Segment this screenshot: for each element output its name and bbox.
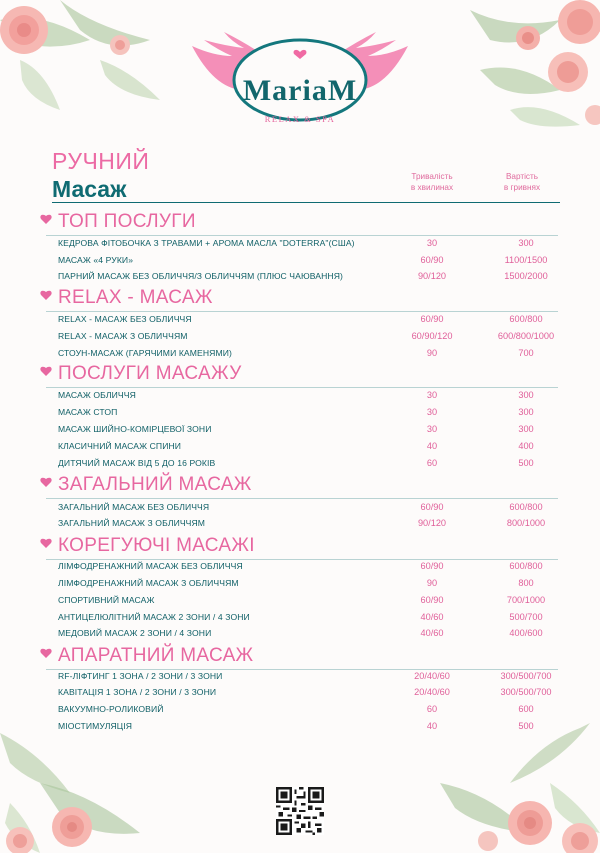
service-name: КЕДРОВА ФІТОБОЧКА З ТРАВАМИ + АРОМА МАСЛА "DOTERRA"(США) bbox=[58, 238, 355, 248]
price-header-line2: в гривнях bbox=[503, 183, 541, 192]
service-row bbox=[0, 499, 600, 516]
heart-icon bbox=[40, 538, 52, 549]
service-price: 1500/2000 bbox=[504, 271, 548, 281]
service-duration: 20/40/60 bbox=[414, 687, 450, 697]
service-name: МАСАЖ ОБЛИЧЧЯ bbox=[58, 390, 136, 400]
service-duration: 90 bbox=[426, 578, 438, 588]
section-title: ПОСЛУГИ МАСАЖУ bbox=[58, 363, 242, 384]
qr-code-icon bbox=[276, 787, 324, 835]
service-row bbox=[0, 311, 600, 328]
service-row bbox=[0, 328, 600, 345]
service-name: МАСАЖ ШИЙНО-КОМІРЦЕВОЇ ЗОНИ bbox=[58, 424, 212, 434]
service-duration: 30 bbox=[426, 407, 438, 417]
service-duration: 90 bbox=[426, 348, 438, 358]
service-price: 1100/1500 bbox=[504, 255, 548, 265]
service-duration: 60 bbox=[426, 458, 438, 468]
service-row bbox=[0, 718, 600, 735]
service-name: ЛІМФОДРЕНАЖНИЙ МАСАЖ БЕЗ ОБЛИЧЧЯ bbox=[58, 561, 243, 571]
section-heading bbox=[40, 535, 255, 557]
heart-icon bbox=[40, 477, 52, 488]
service-name: ЛІМФОДРЕНАЖНИЙ МАСАЖ З ОБЛИЧЧЯМ bbox=[58, 578, 239, 588]
section-heading bbox=[40, 363, 242, 385]
service-price: 600/800/1000 bbox=[497, 331, 555, 341]
service-row bbox=[0, 684, 600, 701]
section-title: ЗАГАЛЬНИЙ МАСАЖ bbox=[58, 474, 252, 495]
service-row bbox=[0, 404, 600, 421]
service-name: ДИТЯЧИЙ МАСАЖ ВІД 5 ДО 16 РОКІВ bbox=[58, 458, 216, 468]
service-duration: 40 bbox=[426, 721, 438, 731]
service-duration: 60/90 bbox=[420, 255, 444, 265]
service-price: 600/800 bbox=[509, 561, 543, 571]
service-name: КЛАСИЧНИЙ МАСАЖ СПИНИ bbox=[58, 441, 182, 451]
service-duration: 60/90 bbox=[420, 595, 444, 605]
service-row bbox=[0, 252, 600, 269]
section-title: ТОП ПОСЛУГИ bbox=[58, 211, 196, 232]
section-heading bbox=[40, 645, 253, 667]
price-column-header bbox=[472, 171, 572, 193]
service-price: 800/1000 bbox=[506, 518, 546, 528]
floral-decoration-top-right bbox=[450, 0, 600, 130]
service-name: RELAX - МАСАЖ З ОБЛИЧЧЯМ bbox=[58, 331, 188, 341]
service-row bbox=[0, 387, 600, 404]
service-name: МАСАЖ «4 РУКИ» bbox=[58, 255, 134, 265]
page-title-line1: РУЧНИЙ bbox=[52, 148, 150, 174]
service-price: 300/500/700 bbox=[500, 687, 552, 697]
service-duration: 60/90 bbox=[420, 561, 444, 571]
service-duration: 90/120 bbox=[417, 271, 447, 281]
service-price: 300 bbox=[518, 238, 534, 248]
service-duration: 60/90/120 bbox=[411, 331, 453, 341]
service-name: СПОРТИВНИЙ МАСАЖ bbox=[58, 595, 155, 605]
service-row bbox=[0, 575, 600, 592]
service-row bbox=[0, 345, 600, 362]
service-price: 500 bbox=[518, 721, 534, 731]
header-divider bbox=[52, 202, 560, 203]
service-duration: 30 bbox=[426, 390, 438, 400]
service-row bbox=[0, 609, 600, 626]
service-name: RELAX - МАСАЖ БЕЗ ОБЛИЧЧЯ bbox=[58, 314, 192, 324]
service-name: СТОУН-МАСАЖ (ГАРЯЧИМИ КАМЕНЯМИ) bbox=[58, 348, 232, 358]
section-title: RELAX - МАСАЖ bbox=[58, 287, 213, 308]
floral-decoration-top-left bbox=[0, 0, 170, 120]
service-row bbox=[0, 421, 600, 438]
service-price: 500 bbox=[518, 458, 534, 468]
service-price: 700/1000 bbox=[506, 595, 546, 605]
service-name: RF-ЛІФТИНГ 1 ЗОНА / 2 ЗОНИ / 3 ЗОНИ bbox=[58, 671, 223, 681]
service-row bbox=[0, 668, 600, 685]
duration-header-line1: Тривалість bbox=[411, 172, 453, 181]
service-price: 300 bbox=[518, 407, 534, 417]
service-row bbox=[0, 558, 600, 575]
service-name: ВАКУУМНО-РОЛИКОВИЙ bbox=[58, 704, 164, 714]
section-title: КОРЕГУЮЧІ МАСАЖІ bbox=[58, 535, 255, 556]
heart-icon bbox=[40, 290, 52, 301]
section-heading bbox=[40, 287, 213, 309]
logo-tagline: RELAX & SPA bbox=[264, 114, 336, 124]
service-row bbox=[0, 438, 600, 455]
service-row bbox=[0, 235, 600, 252]
service-duration: 40 bbox=[426, 441, 438, 451]
brand-logo bbox=[184, 18, 416, 126]
heart-icon bbox=[40, 366, 52, 377]
service-price: 600/800 bbox=[509, 314, 543, 324]
service-row bbox=[0, 625, 600, 642]
service-duration: 20/40/60 bbox=[414, 671, 450, 681]
service-row bbox=[0, 455, 600, 472]
service-name: МАСАЖ СТОП bbox=[58, 407, 118, 417]
section-heading bbox=[40, 211, 196, 233]
page-title-line2: Масаж bbox=[52, 176, 127, 202]
service-price: 400 bbox=[518, 441, 534, 451]
service-name: КАВІТАЦІЯ 1 ЗОНА / 2 ЗОНИ / 3 ЗОНИ bbox=[58, 687, 217, 697]
heart-icon bbox=[40, 214, 52, 225]
service-price: 700 bbox=[518, 348, 534, 358]
service-duration: 60 bbox=[426, 704, 438, 714]
service-name: ЗАГАЛЬНИЙ МАСАЖ БЕЗ ОБЛИЧЧЯ bbox=[58, 502, 210, 512]
service-price: 300 bbox=[518, 424, 534, 434]
service-name: ПАРНИЙ МАСАЖ БЕЗ ОБЛИЧЧЯ/З ОБЛИЧЧЯМ (ПЛЮС ЧАЮВАННЯ) bbox=[58, 271, 343, 281]
service-price: 300 bbox=[518, 390, 534, 400]
service-duration: 30 bbox=[426, 424, 438, 434]
service-row bbox=[0, 268, 600, 285]
service-price: 300/500/700 bbox=[500, 671, 552, 681]
heart-icon bbox=[40, 648, 52, 659]
service-price: 800 bbox=[518, 578, 534, 588]
service-price: 500/700 bbox=[509, 612, 543, 622]
service-duration: 40/60 bbox=[420, 612, 444, 622]
service-price: 400/600 bbox=[509, 628, 543, 638]
service-row bbox=[0, 592, 600, 609]
service-price: 600 bbox=[518, 704, 534, 714]
price-header-line1: Вартість bbox=[505, 172, 539, 181]
service-duration: 60/90 bbox=[420, 314, 444, 324]
floral-decoration-bottom-right bbox=[430, 723, 600, 853]
service-name: АНТИЦЕЛЮЛІТНИЙ МАСАЖ 2 ЗОНИ / 4 ЗОНИ bbox=[58, 612, 250, 622]
section-heading bbox=[40, 474, 252, 496]
section-title: АПАРАТНИЙ МАСАЖ bbox=[58, 645, 254, 666]
service-name: ЗАГАЛЬНИЙ МАСАЖ З ОБЛИЧЧЯМ bbox=[58, 518, 206, 528]
service-duration: 60/90 bbox=[420, 502, 444, 512]
service-name: МІОСТИМУЛЯЦІЯ bbox=[58, 721, 133, 731]
service-duration: 40/60 bbox=[420, 628, 444, 638]
service-row bbox=[0, 701, 600, 718]
duration-header-line2: в хвилинах bbox=[410, 183, 454, 192]
duration-column-header bbox=[382, 171, 482, 193]
floral-decoration-bottom-left bbox=[0, 723, 150, 853]
logo-name: MariaM bbox=[242, 74, 358, 107]
service-row bbox=[0, 515, 600, 532]
service-price: 600/800 bbox=[509, 502, 543, 512]
service-duration: 90/120 bbox=[417, 518, 447, 528]
service-name: МЕДОВИЙ МАСАЖ 2 ЗОНИ / 4 ЗОНИ bbox=[58, 628, 212, 638]
service-duration: 30 bbox=[426, 238, 438, 248]
